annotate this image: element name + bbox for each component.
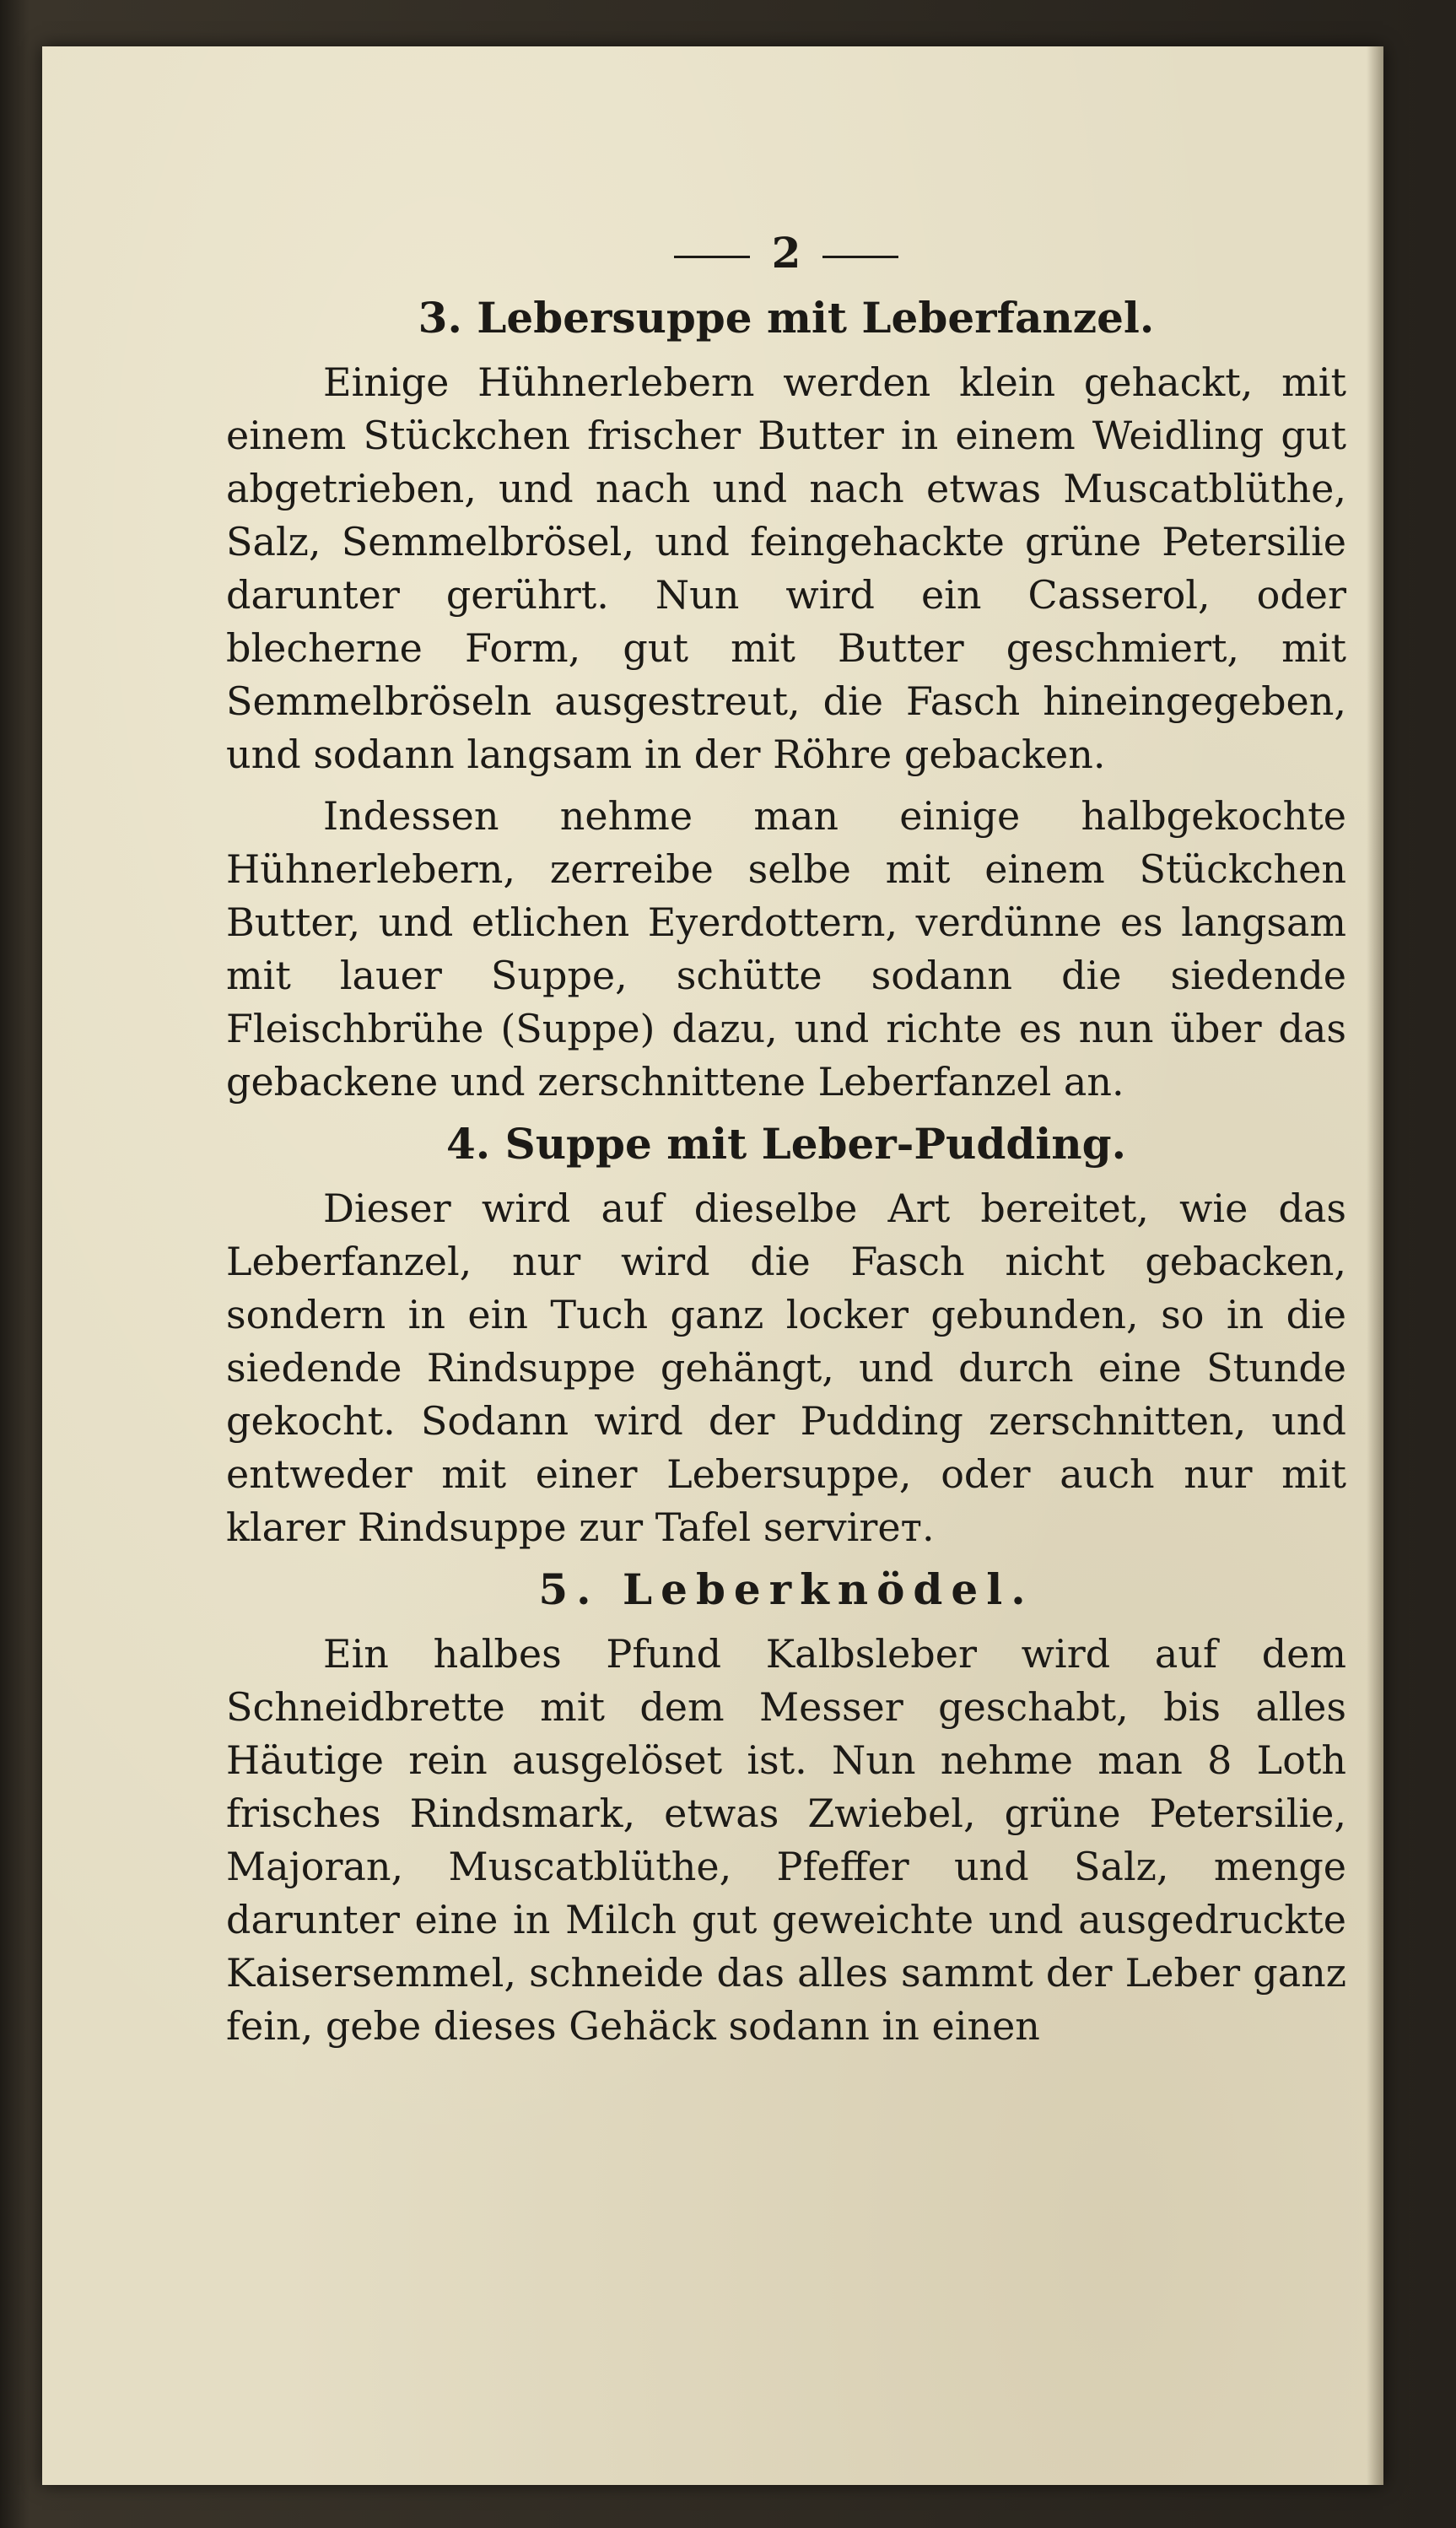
paragraph: Einige Hühnerlebern werden klein gehackt, mit einem Stückchen frischer Butter in einem Weidling gut abgetrieben, und nach und nach etwas Muscatblüthe, Salz, Semmelbrösel, und feingehackte grüne Petersilie darunter gerührt. Nun wird ein Casserol, oder blecherne Form, gut mit Butter geschmiert, mit Semmelbröseln ausgestreut, die Fasch hineingegeben, und sodann langsam in der Röhre gebacken. — [226, 359, 1346, 777]
page-text — [226, 226, 1346, 2061]
section-heading: 5. Leberknödel. — [538, 1564, 1034, 1614]
paragraph: Dieser wird auf dieselbe Art bereitet, wie das Leberfanzel, nur wird die Fasch nicht gebacken, sondern in ein Tuch ganz locker gebunden, so in die siedende Rindsuppe gehängt, und durch eine Stunde gekocht. Sodann wird der Pudding zerschnitten, und entweder mit einer Lebersuppe, oder auch nur mit klarer Rindsuppe zur Tafel servirет. — [226, 1186, 1346, 1550]
paragraph: Ein halbes Pfund Kalbsleber wird auf dem Schneidbrette mit dem Messer geschabt, bis alles Häutige rein ausgelöset ist. Nun nehme man 8 Loth frisches Rindsmark, etwas Zwiebel, grüne Petersilie, Majoran, Muscatblüthe, Pfeffer und Salz, menge darunter eine in Milch gut geweichte und ausgedruckte Kaisersemmel, schneide das alles sammt der Leber ganz fein, gebe dieses Gehäck sodann in einen — [226, 1631, 1346, 2049]
section-heading: 4. Suppe mit Leber-Pudding. — [445, 1119, 1127, 1169]
ornament-dash-left — [674, 256, 750, 258]
section-heading: 3. Lebersuppe mit Leberfanzel. — [418, 293, 1155, 343]
page-number — [226, 226, 1346, 279]
paragraph: Indessen nehme man einige halbgekochte Hühnerlebern, zerreibe selbe mit einem Stückchen Butter, und etlichen Eyerdottern, verdünne es langsam mit lauer Suppe, schütte sodann die siedende Fleischbrühe (Suppe) dazu, und richte es nun über das gebackene und zerschnittene Leberfanzel an. — [226, 793, 1346, 1105]
page-edge-shadow — [1367, 46, 1383, 2485]
ornament-dash-right — [822, 256, 898, 258]
page-number-value: 2 — [771, 228, 801, 278]
